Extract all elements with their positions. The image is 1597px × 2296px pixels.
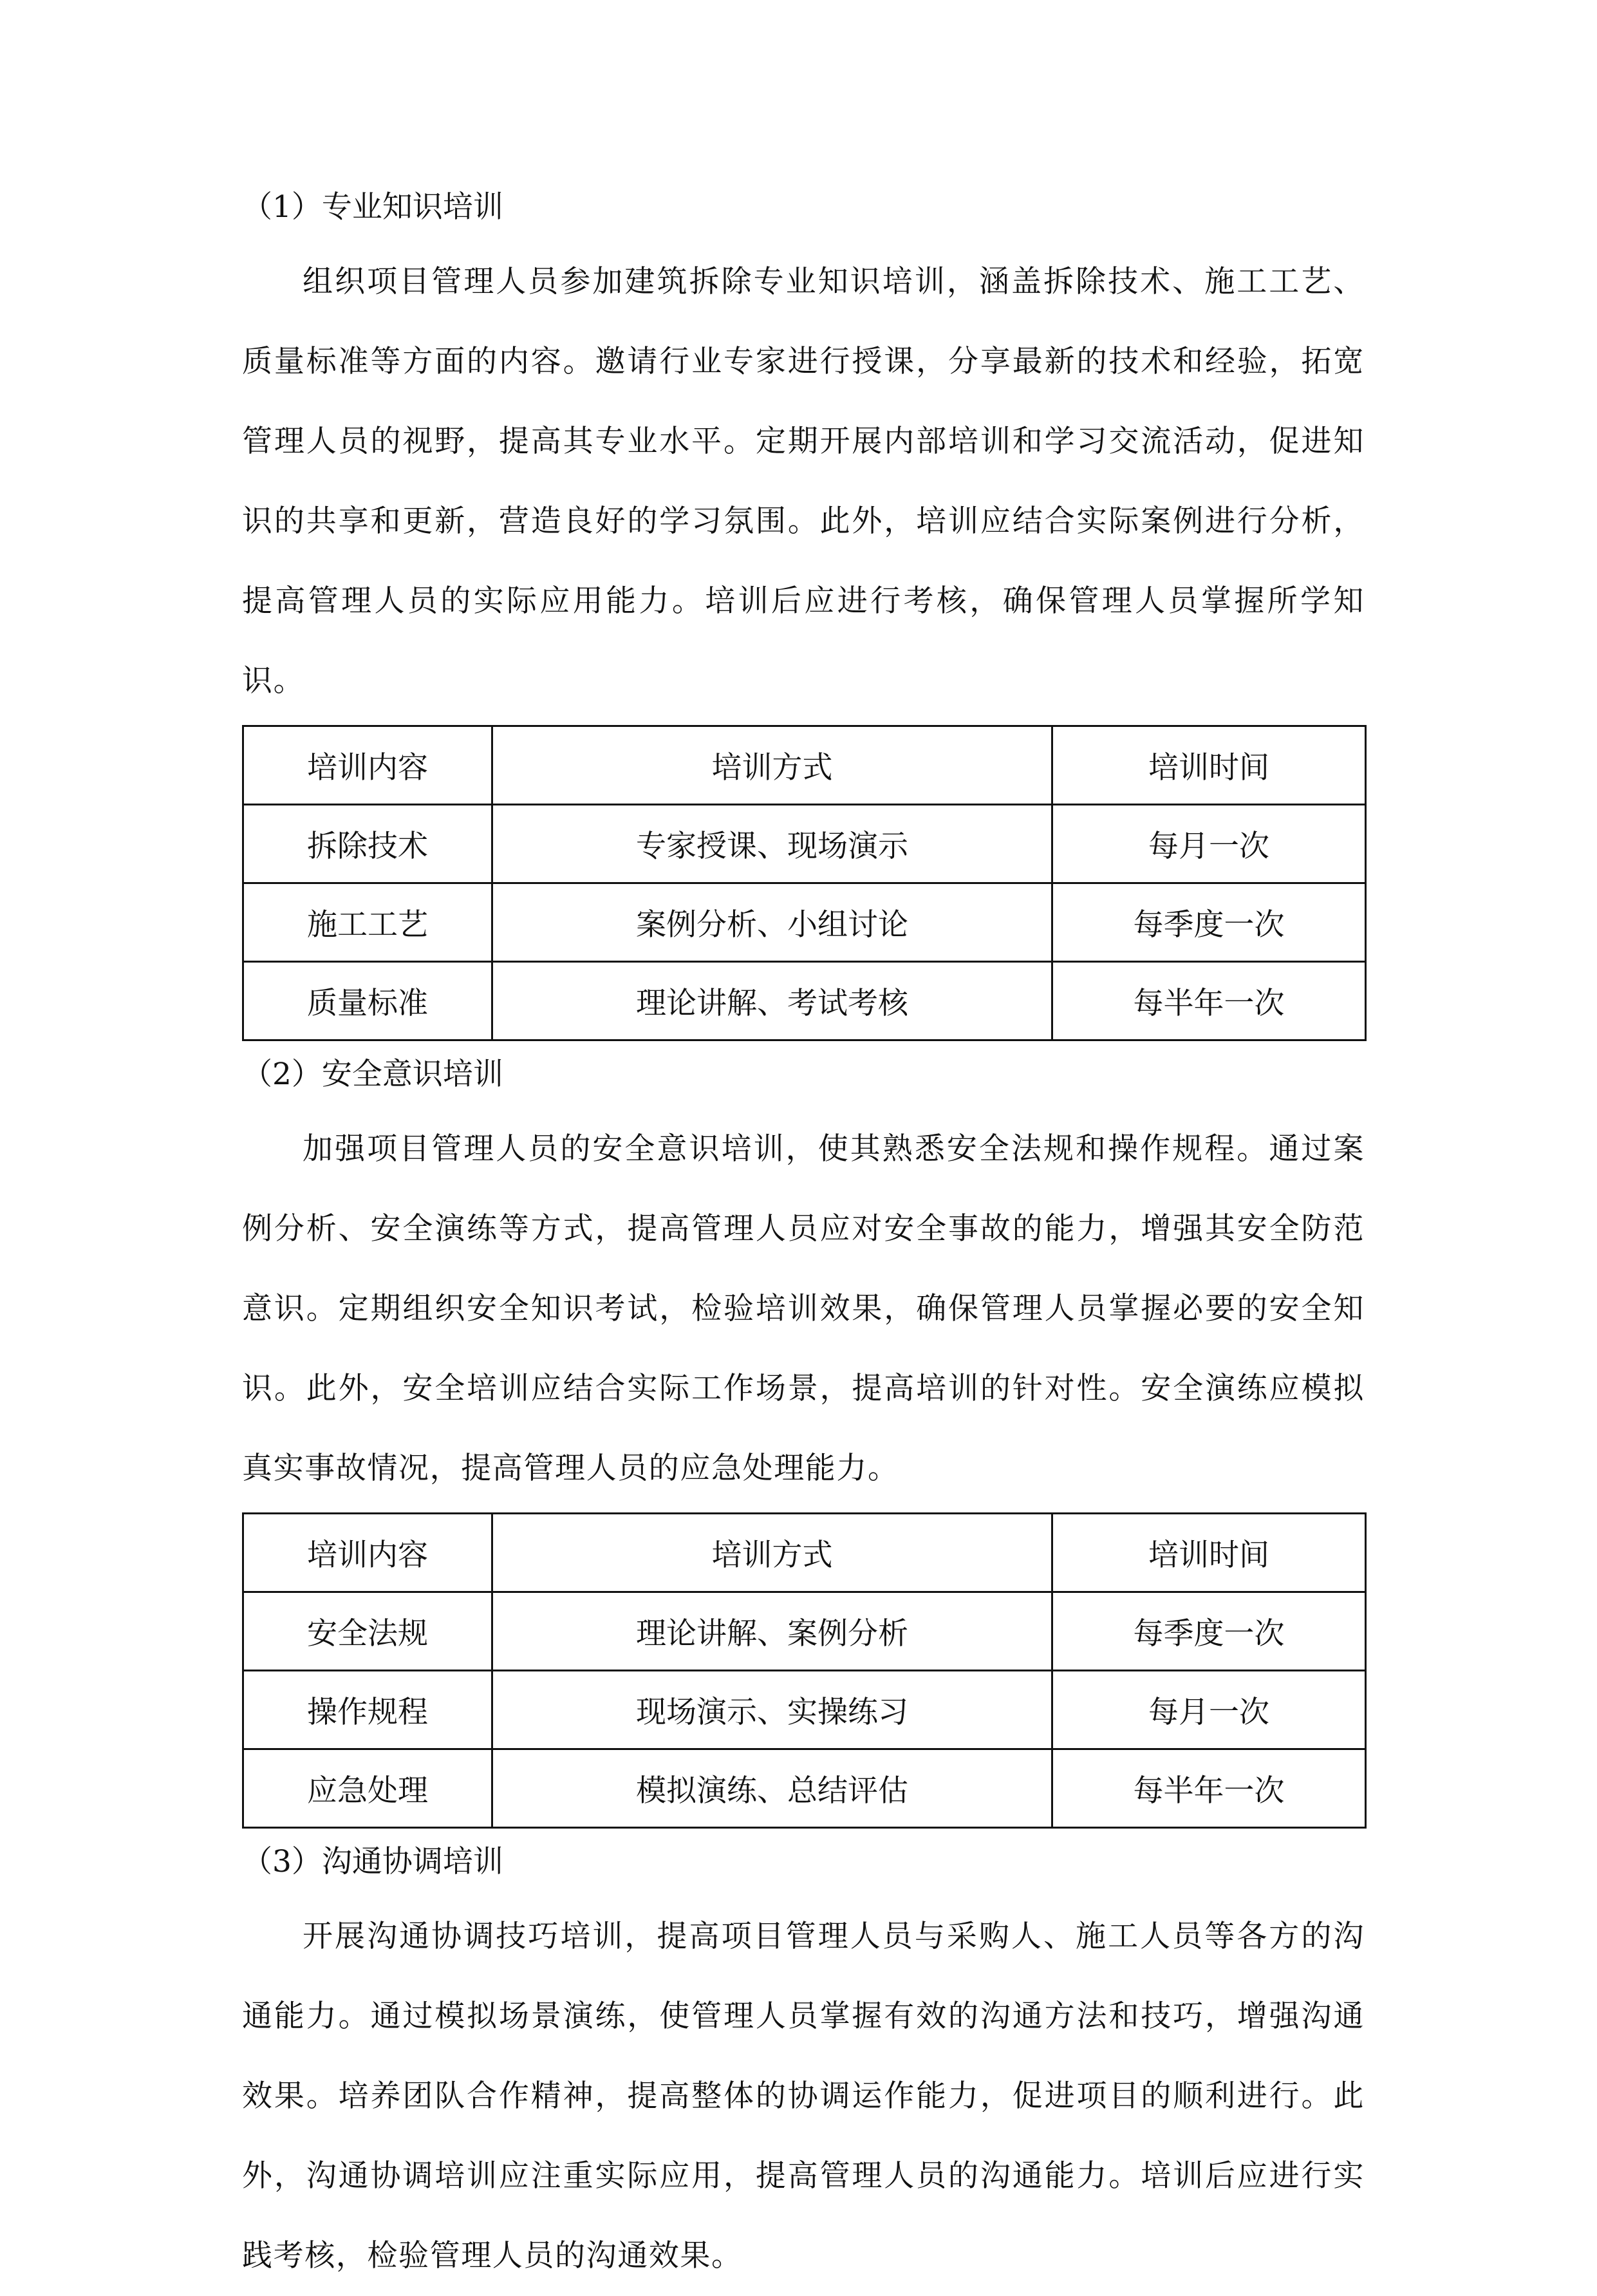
table-row [243, 1749, 1366, 1828]
cell-method: 专家授课、现场演示 [492, 805, 1052, 883]
header-content: 培训内容 [243, 1514, 492, 1592]
cell-content: 应急处理 [243, 1749, 492, 1828]
cell-time: 每半年一次 [1052, 1749, 1366, 1828]
cell-time: 每月一次 [1052, 1671, 1366, 1749]
cell-time: 每季度一次 [1052, 883, 1366, 962]
cell-content: 质量标准 [243, 962, 492, 1040]
table-header-row [243, 1514, 1366, 1592]
table-row [243, 962, 1366, 1040]
header-time: 培训时间 [1052, 1514, 1366, 1592]
cell-method: 理论讲解、案例分析 [492, 1592, 1052, 1671]
header-time: 培训时间 [1052, 726, 1366, 805]
cell-method: 案例分析、小组讨论 [492, 883, 1052, 962]
cell-method: 理论讲解、考试考核 [492, 962, 1052, 1040]
section-3-heading: （3）沟通协调培训 [242, 1844, 503, 1879]
table-row [243, 1592, 1366, 1671]
cell-time: 每半年一次 [1052, 962, 1366, 1040]
cell-content: 安全法规 [243, 1592, 492, 1671]
table-header-row [243, 726, 1366, 805]
table-row [243, 1671, 1366, 1749]
cell-content: 操作规程 [243, 1671, 492, 1749]
header-method: 培训方式 [492, 726, 1052, 805]
cell-content: 拆除技术 [243, 805, 492, 883]
cell-time: 每季度一次 [1052, 1592, 1366, 1671]
section-1-paragraph: 组织项目管理人员参加建筑拆除专业知识培训，涵盖拆除技术、施工工艺、质量标准等方面的内容。邀请行业专家进行授课，分享最新的技术和经验，拓宽管理人员的视野，提高其专业水平。定期开展内部培训和学习交流活动，促进知识的共享和更新，营造良好的学习氛围。此外，培训应结合实际案例进行分析，提高管理人员的实际应用能力。培训后应进行考核，确保管理人员掌握所学知识。 [242, 264, 1365, 699]
cell-content: 施工工艺 [243, 883, 492, 962]
table-row [243, 805, 1366, 883]
training-table-professional [242, 725, 1367, 1041]
document-page [242, 187, 1365, 2296]
cell-time: 每月一次 [1052, 805, 1366, 883]
cell-method: 现场演示、实操练习 [492, 1671, 1052, 1749]
section-2-paragraph: 加强项目管理人员的安全意识培训，使其熟悉安全法规和操作规程。通过案例分析、安全演练等方式，提高管理人员应对安全事故的能力，增强其安全防范意识。定期组织安全知识考试，检验培训效果，确保管理人员掌握必要的安全知识。此外，安全培训应结合实际工作场景，提高培训的针对性。安全演练应模拟真实事故情况，提高管理人员的应急处理能力。 [242, 1131, 1365, 1486]
header-method: 培训方式 [492, 1514, 1052, 1592]
table-row [243, 883, 1366, 962]
cell-method: 模拟演练、总结评估 [492, 1749, 1052, 1828]
section-2-heading: （2）安全意识培训 [242, 1057, 503, 1092]
section-3-paragraph: 开展沟通协调技巧培训，提高项目管理人员与采购人、施工人员等各方的沟通能力。通过模拟场景演练，使管理人员掌握有效的沟通方法和技巧，增强沟通效果。培养团队合作精神，提高整体的协调运作能力，促进项目的顺利进行。此外，沟通协调培训应注重实际应用，提高管理人员的沟通能力。培训后应进行实践考核，检验管理人员的沟通效果。 [242, 1919, 1365, 2273]
training-table-safety [242, 1512, 1367, 1829]
section-1-heading: （1）专业知识培训 [242, 189, 503, 225]
header-content: 培训内容 [243, 726, 492, 805]
